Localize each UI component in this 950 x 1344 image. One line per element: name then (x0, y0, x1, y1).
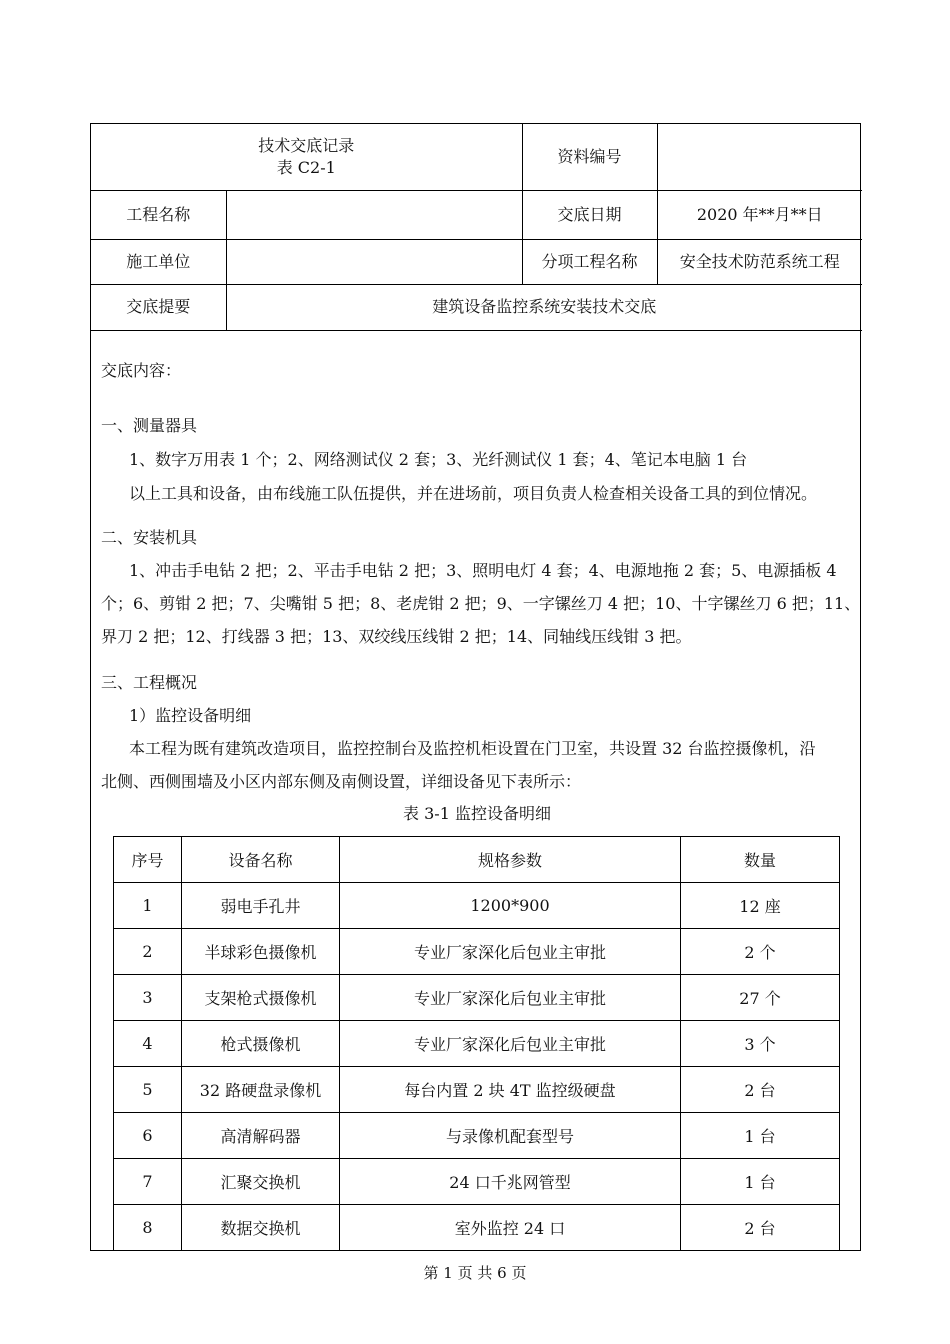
column-header-qty: 数量 (681, 837, 840, 883)
cell-name: 枪式摄像机 (182, 1021, 340, 1067)
cell-seq: 1 (114, 883, 182, 929)
section-3-subtitle: 1）监控设备明细 (129, 706, 252, 725)
section-3-line-1: 本工程为既有建筑改造项目，监控控制台及监控机柜设置在门卫室，共设置 32 台监控摄像机，沿 (129, 739, 816, 758)
date-label: 交底日期 (522, 190, 657, 239)
record-title: 技术交底记录 (258, 135, 355, 155)
subproject-label: 分项工程名称 (522, 239, 657, 284)
section-2-line-3: 界刀 2 把；12、打线器 3 把；13、双绞线压线钳 2 把；14、同轴线压线钳 3 把。 (101, 627, 692, 646)
date-value: 2020 年**月**日 (657, 190, 862, 239)
cell-spec: 专业厂家深化后包业主审批 (340, 929, 681, 975)
equipment-table (113, 836, 840, 1251)
record-header-table (91, 124, 862, 331)
table-row (114, 1159, 840, 1205)
cell-qty: 2 台 (681, 1067, 840, 1113)
cell-name: 高清解码器 (182, 1113, 340, 1159)
cell-name: 半球彩色摄像机 (182, 929, 340, 975)
project-name-label: 工程名称 (91, 190, 226, 239)
section-2-title: 二、安装机具 (101, 528, 198, 547)
cell-seq: 8 (114, 1205, 182, 1251)
cell-spec: 24 口千兆网管型 (340, 1159, 681, 1205)
column-header-spec: 规格参数 (340, 837, 681, 883)
table-row (114, 1205, 840, 1251)
cell-qty: 2 个 (681, 929, 840, 975)
cell-seq: 5 (114, 1067, 182, 1113)
cell-qty: 1 台 (681, 1159, 840, 1205)
table-row (114, 975, 840, 1021)
record-frame (90, 123, 861, 1251)
section-3-title: 三、工程概况 (101, 673, 198, 692)
cell-seq: 7 (114, 1159, 182, 1205)
column-header-name: 设备名称 (182, 837, 340, 883)
cell-seq: 3 (114, 975, 182, 1021)
cell-name: 支架枪式摄像机 (182, 975, 340, 1021)
table-header-row (114, 837, 840, 883)
summary-label: 交底提要 (91, 284, 226, 330)
cell-name: 弱电手孔井 (182, 883, 340, 929)
table-row (114, 883, 840, 929)
table-row (114, 1113, 840, 1159)
doc-no-label: 资料编号 (522, 124, 657, 190)
section-2-line-2: 个；6、剪钳 2 把；7、尖嘴钳 5 把；8、老虎钳 2 把；9、一字镙丝刀 4 把；10、十字镙丝刀 6 把；11、 (101, 594, 861, 613)
content-intro: 交底内容： (101, 361, 182, 380)
form-number: 表 C2-1 (276, 157, 336, 177)
cell-spec: 与录像机配套型号 (340, 1113, 681, 1159)
cell-qty: 2 台 (681, 1205, 840, 1251)
section-1-title: 一、测量器具 (101, 416, 198, 435)
cell-qty: 1 台 (681, 1113, 840, 1159)
contractor-label: 施工单位 (91, 239, 226, 284)
table-row (114, 929, 840, 975)
column-header-seq: 序号 (114, 837, 182, 883)
cell-spec: 专业厂家深化后包业主审批 (340, 975, 681, 1021)
project-name-value (226, 190, 522, 239)
section-2-line-1: 1、冲击手电钻 2 把；2、平击手电钻 2 把；3、照明电灯 4 套；4、电源地拖 2 套；5、电源插板 4 (129, 561, 837, 580)
cell-qty: 12 座 (681, 883, 840, 929)
cell-spec: 室外监控 24 口 (340, 1205, 681, 1251)
cell-name: 数据交换机 (182, 1205, 340, 1251)
page-number: 第 1 页 共 6 页 (423, 1264, 527, 1282)
section-3-line-2: 北侧、西侧围墙及小区内部东侧及南侧设置，详细设备见下表所示： (101, 772, 582, 791)
table-caption: 表 3-1 监控设备明细 (403, 804, 551, 823)
contractor-value (226, 239, 522, 284)
table-row (114, 1067, 840, 1113)
cell-qty: 27 个 (681, 975, 840, 1021)
doc-no-value (657, 124, 862, 190)
summary-value: 建筑设备监控系统安装技术交底 (226, 284, 862, 330)
cell-name: 32 路硬盘录像机 (182, 1067, 340, 1113)
cell-spec: 1200*900 (340, 883, 681, 929)
cell-seq: 2 (114, 929, 182, 975)
section-1-note: 以上工具和设备，由布线施工队伍提供，并在进场前，项目负责人检查相关设备工具的到位情况。 (129, 484, 818, 503)
cell-spec: 每台内置 2 块 4T 监控级硬盘 (340, 1067, 681, 1113)
record-title-cell (91, 124, 522, 190)
section-1-tools: 1、数字万用表 1 个；2、网络测试仪 2 套；3、光纤测试仪 1 套；4、笔记本电脑 1 台 (129, 450, 748, 469)
cell-qty: 3 个 (681, 1021, 840, 1067)
cell-name: 汇聚交换机 (182, 1159, 340, 1205)
subproject-value: 安全技术防范系统工程 (657, 239, 862, 284)
cell-seq: 4 (114, 1021, 182, 1067)
cell-seq: 6 (114, 1113, 182, 1159)
cell-spec: 专业厂家深化后包业主审批 (340, 1021, 681, 1067)
table-row (114, 1021, 840, 1067)
